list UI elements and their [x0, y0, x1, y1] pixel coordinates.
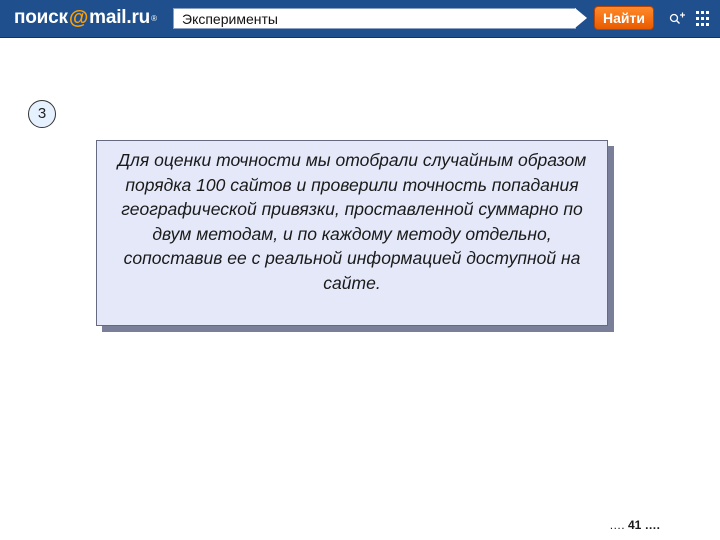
search-settings-icon[interactable]	[668, 12, 686, 26]
page-indicator-prefix: ….	[609, 518, 628, 532]
slide-number-badge: 3	[28, 100, 56, 128]
logo-at-sign: @	[68, 6, 89, 29]
page-number: 41	[627, 518, 642, 532]
site-logo[interactable]	[14, 6, 157, 30]
logo-text-mailru: mail.ru	[89, 7, 151, 28]
page-indicator	[609, 518, 660, 532]
logo-registered-mark: ®	[151, 13, 157, 23]
search-button[interactable]: Найти	[594, 6, 654, 30]
keyboard-icon[interactable]	[695, 10, 711, 28]
header-bar	[0, 0, 720, 38]
logo-text-poisk: поиск	[14, 7, 68, 28]
text-card	[96, 140, 608, 326]
card-body-text: Для оценки точности мы отобрали случайным образом порядка 100 сайтов и проверили точность попадания географической привязки, проставленной суммарно по двум методам, и по каждому методу отдельно, сопоставив ее с реальной информацией доступной на сайте.	[117, 150, 587, 293]
search-input[interactable]	[173, 8, 576, 29]
search-input-value: Эксперименты	[182, 11, 278, 27]
page-indicator-suffix: ….	[641, 518, 660, 532]
search-arrow-shape	[575, 8, 587, 28]
